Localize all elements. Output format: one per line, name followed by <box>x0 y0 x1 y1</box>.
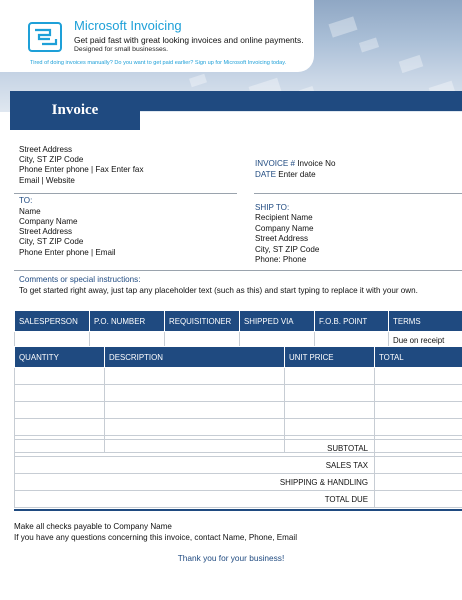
subtotal-row <box>15 440 462 457</box>
subtotal-value[interactable] <box>375 440 462 457</box>
table-row <box>15 368 462 385</box>
microsoft-invoicing-logo-icon <box>28 22 62 52</box>
order-header-row <box>15 311 462 332</box>
to-company[interactable]: Company Name <box>19 217 78 226</box>
questions-contact-note[interactable]: If you have any questions concerning this invoice, contact Name, Phone, Email <box>14 533 297 542</box>
total-cell[interactable] <box>375 385 462 402</box>
invoice-number-row <box>255 159 336 169</box>
promo-title: Microsoft Invoicing <box>74 18 182 33</box>
total-cell[interactable] <box>375 368 462 385</box>
column-header: DESCRIPTION <box>105 347 285 368</box>
total-due-label: TOTAL DUE <box>15 491 375 508</box>
to-street[interactable]: Street Address <box>19 227 73 236</box>
from-city[interactable]: City, ST ZIP Code <box>19 155 84 164</box>
divider <box>254 193 462 194</box>
column-header: F.O.B. POINT <box>315 311 389 332</box>
invoice-date-label: DATE <box>255 170 276 179</box>
unit-price-cell[interactable] <box>285 419 375 436</box>
quantity-cell[interactable] <box>15 368 105 385</box>
invoice-date-row <box>255 170 316 180</box>
sales-tax-label: SALES TAX <box>15 457 375 474</box>
quantity-cell[interactable] <box>15 419 105 436</box>
total-due-row <box>15 491 462 508</box>
description-cell[interactable] <box>105 368 285 385</box>
to-city[interactable]: City, ST ZIP Code <box>19 237 84 246</box>
ship-to-street[interactable]: Street Address <box>255 234 309 243</box>
invoice-date-value[interactable]: Enter date <box>278 170 316 179</box>
description-cell[interactable] <box>105 402 285 419</box>
items-header-row <box>15 347 462 368</box>
shipping-label: SHIPPING & HANDLING <box>15 474 375 491</box>
ship-to-label: SHIP TO: <box>255 203 290 212</box>
unit-price-cell[interactable] <box>285 368 375 385</box>
ship-to-name[interactable]: Recipient Name <box>255 213 313 222</box>
table-row <box>15 402 462 419</box>
checks-payable-note[interactable]: Make all checks payable to Company Name <box>14 522 172 531</box>
shipping-value[interactable] <box>375 474 462 491</box>
total-cell[interactable] <box>375 402 462 419</box>
promo-tagline: Get paid fast with great looking invoices and online payments. <box>74 35 304 45</box>
promo-card[interactable] <box>0 0 314 72</box>
invoice-title: Invoice <box>51 102 99 118</box>
table-row <box>15 385 462 402</box>
divider <box>14 270 462 271</box>
from-phone[interactable]: Phone Enter phone | Fax Enter fax <box>19 165 144 174</box>
column-header: SHIPPED VIA <box>240 311 315 332</box>
thank-you-note[interactable]: Thank you for your business! <box>177 553 285 563</box>
to-phone[interactable]: Phone Enter phone | Email <box>19 248 116 257</box>
table-row <box>15 419 462 436</box>
subtotal-label: SUBTOTAL <box>15 440 375 457</box>
quantity-cell[interactable] <box>15 385 105 402</box>
column-header: P.O. NUMBER <box>90 311 165 332</box>
comments-text[interactable]: To get started right away, just tap any placeholder text (such as this) and start typing to replace it with your own. <box>19 286 418 295</box>
promo-signup-link[interactable]: Tired of doing invoices manually? Do you want to get paid earlier? Sign up for Microsoft Invoicing today. <box>30 60 287 66</box>
column-header: QUANTITY <box>15 347 105 368</box>
description-cell[interactable] <box>105 419 285 436</box>
sales-tax-value[interactable] <box>375 457 462 474</box>
shipping-row <box>15 474 462 491</box>
order-info-table <box>14 310 462 349</box>
line-items-table <box>14 346 462 453</box>
to-label: TO: <box>19 196 33 205</box>
column-header: SALESPERSON <box>15 311 90 332</box>
comments-label: Comments or special instructions: <box>19 275 141 284</box>
promo-subtitle: Designed for small businesses. <box>74 46 169 53</box>
divider <box>14 193 237 194</box>
unit-price-cell[interactable] <box>285 402 375 419</box>
ship-to-city[interactable]: City, ST ZIP Code <box>255 245 320 254</box>
total-cell[interactable] <box>375 419 462 436</box>
totals-table <box>14 439 462 508</box>
column-header: REQUISITIONER <box>165 311 240 332</box>
total-due-value[interactable] <box>375 491 462 508</box>
column-header: TOTAL <box>375 347 462 368</box>
from-street[interactable]: Street Address <box>19 145 73 154</box>
invoice-number-value[interactable]: Invoice No <box>297 159 336 168</box>
invoice-number-label: INVOICE # <box>255 159 296 168</box>
unit-price-cell[interactable] <box>285 385 375 402</box>
from-email[interactable]: Email | Website <box>19 176 75 185</box>
terms-cell[interactable]: Due on receipt <box>389 332 462 349</box>
ship-to-phone[interactable]: Phone: Phone <box>255 255 307 264</box>
ship-to-company[interactable]: Company Name <box>255 224 314 233</box>
column-header: UNIT PRICE <box>285 347 375 368</box>
to-name[interactable]: Name <box>19 207 41 216</box>
totals-bottom-rule <box>14 509 462 511</box>
quantity-cell[interactable] <box>15 402 105 419</box>
description-cell[interactable] <box>105 385 285 402</box>
column-header: TERMS <box>389 311 462 332</box>
sales-tax-row <box>15 457 462 474</box>
